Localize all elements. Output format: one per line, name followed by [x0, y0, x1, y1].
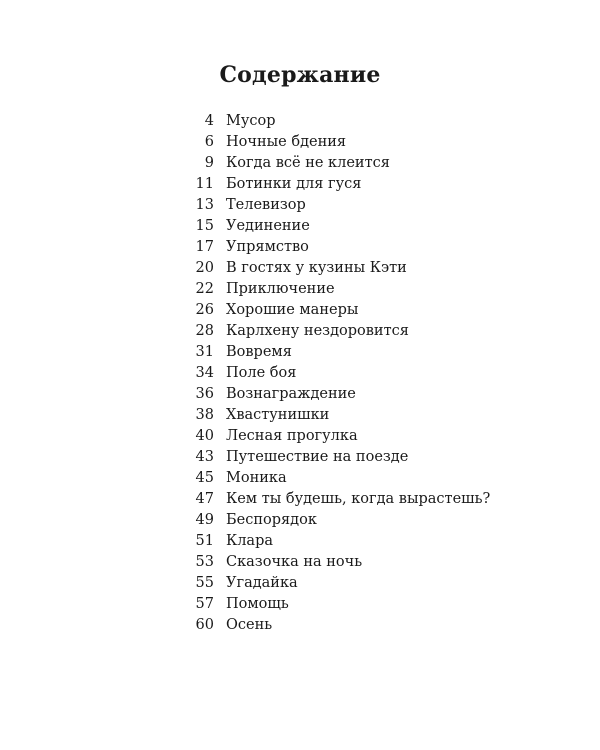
- toc-entry-title: Вовремя: [226, 344, 292, 360]
- toc-entry-title: Осень: [226, 617, 273, 633]
- toc-entry: [180, 428, 540, 449]
- toc-entry: [180, 239, 540, 260]
- toc-page-number: 4: [204, 113, 214, 129]
- toc-page-number: 15: [195, 218, 214, 234]
- toc-page-number: 34: [195, 365, 214, 381]
- toc-entry-title: В гостях у кузины Кэти: [226, 260, 407, 276]
- toc-entry-title: Поле боя: [226, 365, 297, 381]
- toc-entry-title: Хорошие манеры: [226, 302, 359, 318]
- toc-entry-title: Лесная прогулка: [226, 428, 358, 444]
- toc-entry-title: Упрямство: [226, 239, 309, 255]
- toc-entry-title: Когда всё не клеится: [226, 155, 390, 171]
- toc-page-number: 13: [195, 197, 214, 213]
- toc-entry: [180, 176, 540, 197]
- toc-entry: [180, 344, 540, 365]
- toc-entry: [180, 533, 540, 554]
- toc-entry: [180, 449, 540, 470]
- toc-entry: [180, 134, 540, 155]
- toc-page-number: 28: [195, 323, 214, 339]
- toc-entry-title: Помощь: [226, 596, 289, 612]
- toc-entry: [180, 365, 540, 386]
- toc-page-number: 9: [204, 155, 214, 171]
- table-of-contents: [180, 113, 540, 638]
- toc-page-number: 53: [195, 554, 214, 570]
- toc-page-number: 60: [195, 617, 214, 633]
- toc-entry-title: Угадайка: [226, 575, 298, 591]
- toc-entry-title: Сказочка на ночь: [226, 554, 363, 570]
- toc-entry-title: Мусор: [226, 113, 276, 129]
- toc-page-number: 31: [195, 344, 214, 360]
- toc-entry: [180, 218, 540, 239]
- toc-entry: [180, 491, 540, 512]
- toc-entry: [180, 407, 540, 428]
- toc-entry-title: Хвастунишки: [226, 407, 330, 423]
- toc-entry: [180, 302, 540, 323]
- toc-page-number: 38: [195, 407, 214, 423]
- toc-entry-title: Уединение: [226, 218, 310, 234]
- page-title: Содержание: [219, 62, 381, 88]
- toc-entry-title: Беспорядок: [226, 512, 317, 528]
- toc-entry: [180, 617, 540, 638]
- toc-page-number: 40: [195, 428, 214, 444]
- toc-page-number: 36: [195, 386, 214, 402]
- toc-page-number: 11: [195, 176, 214, 192]
- toc-entry-title: Вознаграждение: [226, 386, 356, 402]
- toc-entry: [180, 323, 540, 344]
- toc-page-number: 55: [195, 575, 214, 591]
- toc-entry: [180, 260, 540, 281]
- toc-entry: [180, 512, 540, 533]
- toc-entry: [180, 470, 540, 491]
- toc-entry: [180, 596, 540, 617]
- toc-entry: [180, 575, 540, 596]
- toc-page-number: 17: [195, 239, 214, 255]
- toc-page-number: 49: [195, 512, 214, 528]
- toc-entry: [180, 281, 540, 302]
- toc-page-number: 6: [204, 134, 214, 150]
- toc-entry: [180, 554, 540, 575]
- toc-page-number: 20: [195, 260, 214, 276]
- toc-entry: [180, 386, 540, 407]
- toc-entry-title: Ботинки для гуся: [226, 176, 362, 192]
- toc-entry: [180, 113, 540, 134]
- toc-entry-title: Моника: [226, 470, 287, 486]
- toc-entry: [180, 197, 540, 218]
- toc-page-number: 51: [195, 533, 214, 549]
- toc-entry-title: Путешествие на поезде: [226, 449, 409, 465]
- toc-entry: [180, 155, 540, 176]
- toc-entry-title: Ночные бдения: [226, 134, 347, 150]
- toc-entry-title: Клара: [226, 533, 274, 549]
- toc-entry-title: Кем ты будешь, когда вырастешь?: [226, 491, 491, 507]
- toc-page-number: 57: [195, 596, 214, 612]
- toc-page-number: 45: [195, 470, 214, 486]
- toc-page-number: 47: [195, 491, 214, 507]
- toc-page-number: 43: [195, 449, 214, 465]
- toc-page-number: 22: [195, 281, 214, 297]
- toc-entry-title: Телевизор: [226, 197, 306, 213]
- toc-entry-title: Карлхену нездоровится: [226, 323, 409, 339]
- toc-entry-title: Приключение: [226, 281, 335, 297]
- toc-page-number: 26: [195, 302, 214, 318]
